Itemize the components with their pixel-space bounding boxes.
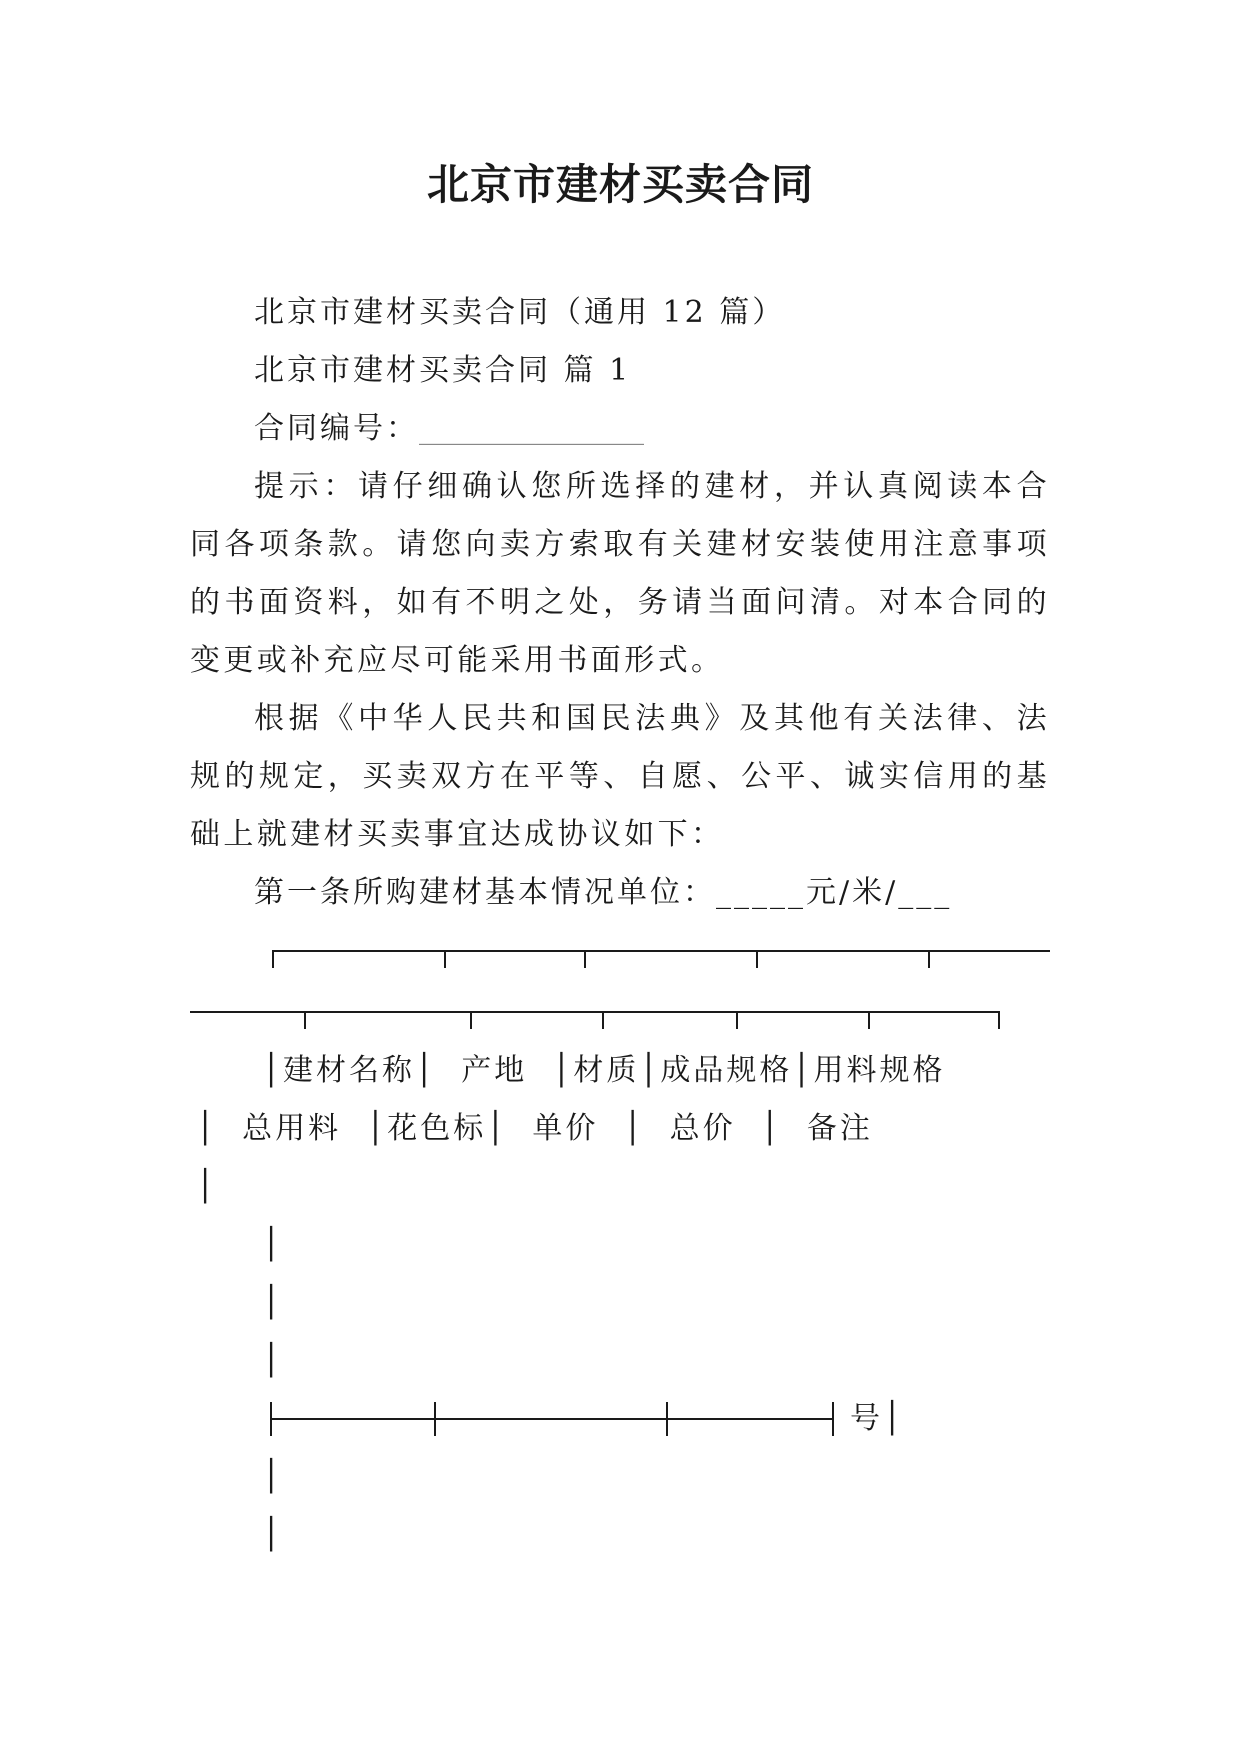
document-body <box>190 284 1050 922</box>
subtitle: 北京市建材买卖合同（通用 12 篇） <box>254 295 786 330</box>
table-border-pipe: │ <box>262 1343 284 1378</box>
table-mid-edge <box>832 1402 834 1436</box>
table-corner-tick <box>998 1011 1000 1029</box>
tip-paragraph: 提示：请仔细确认您所选择的建材，并认真阅读本合同各项条款。请您向卖方索取有关建材安装使用注意事项的书面资料，如有不明之处，务请当面问清。对本合同的变更或补充应尽可能采用书面形式。 <box>190 469 1050 678</box>
table-tick <box>868 1011 870 1029</box>
table-border-pipe: │ <box>262 1517 284 1552</box>
table-border-pipe: │ <box>262 1285 284 1320</box>
table-header-row-2: │ 总用料 │花色标│ 单价 │ 总价 │ 备注 <box>196 1111 873 1146</box>
table-border-pipe: │ <box>262 1227 284 1262</box>
table-tick <box>444 950 446 968</box>
table-tick <box>928 950 930 968</box>
table-mid-cross <box>434 1402 436 1436</box>
section-heading: 北京市建材买卖合同 篇 1 <box>254 353 632 388</box>
table-top-border <box>272 950 1050 952</box>
basis-paragraph: 根据《中华人民共和国民法典》及其他有关法律、法规的规定，买卖双方在平等、自愿、公平、诚实信用的基础上就建材买卖事宜达成协议如下： <box>190 701 1050 852</box>
contract-number-blank: _______________ <box>419 411 644 446</box>
table-mid-border <box>270 1418 832 1420</box>
table-mid-cross <box>666 1402 668 1436</box>
table-tick <box>584 950 586 968</box>
table-header-row-1: │建材名称│ 产地 │材质│成品规格│用料规格 <box>262 1053 946 1088</box>
table-tick <box>304 1011 306 1029</box>
contract-number-line <box>190 400 1050 458</box>
table-border-pipe: │ <box>262 1459 284 1494</box>
table-wrap-border <box>190 1011 1000 1013</box>
table-tick <box>756 950 758 968</box>
table-header-row-3: │ <box>196 1169 218 1204</box>
table-tick <box>470 1011 472 1029</box>
contract-number-label: 合同编号： <box>254 411 419 446</box>
article-1: 第一条所购建材基本情况单位：_____元/米/___ <box>254 875 953 910</box>
table-corner-tick <box>272 950 274 968</box>
page-title: 北京市建材买卖合同 <box>426 160 814 209</box>
table-mid-suffix: 号│ <box>850 1401 905 1436</box>
table-tick <box>602 1011 604 1029</box>
table-tick <box>736 1011 738 1029</box>
